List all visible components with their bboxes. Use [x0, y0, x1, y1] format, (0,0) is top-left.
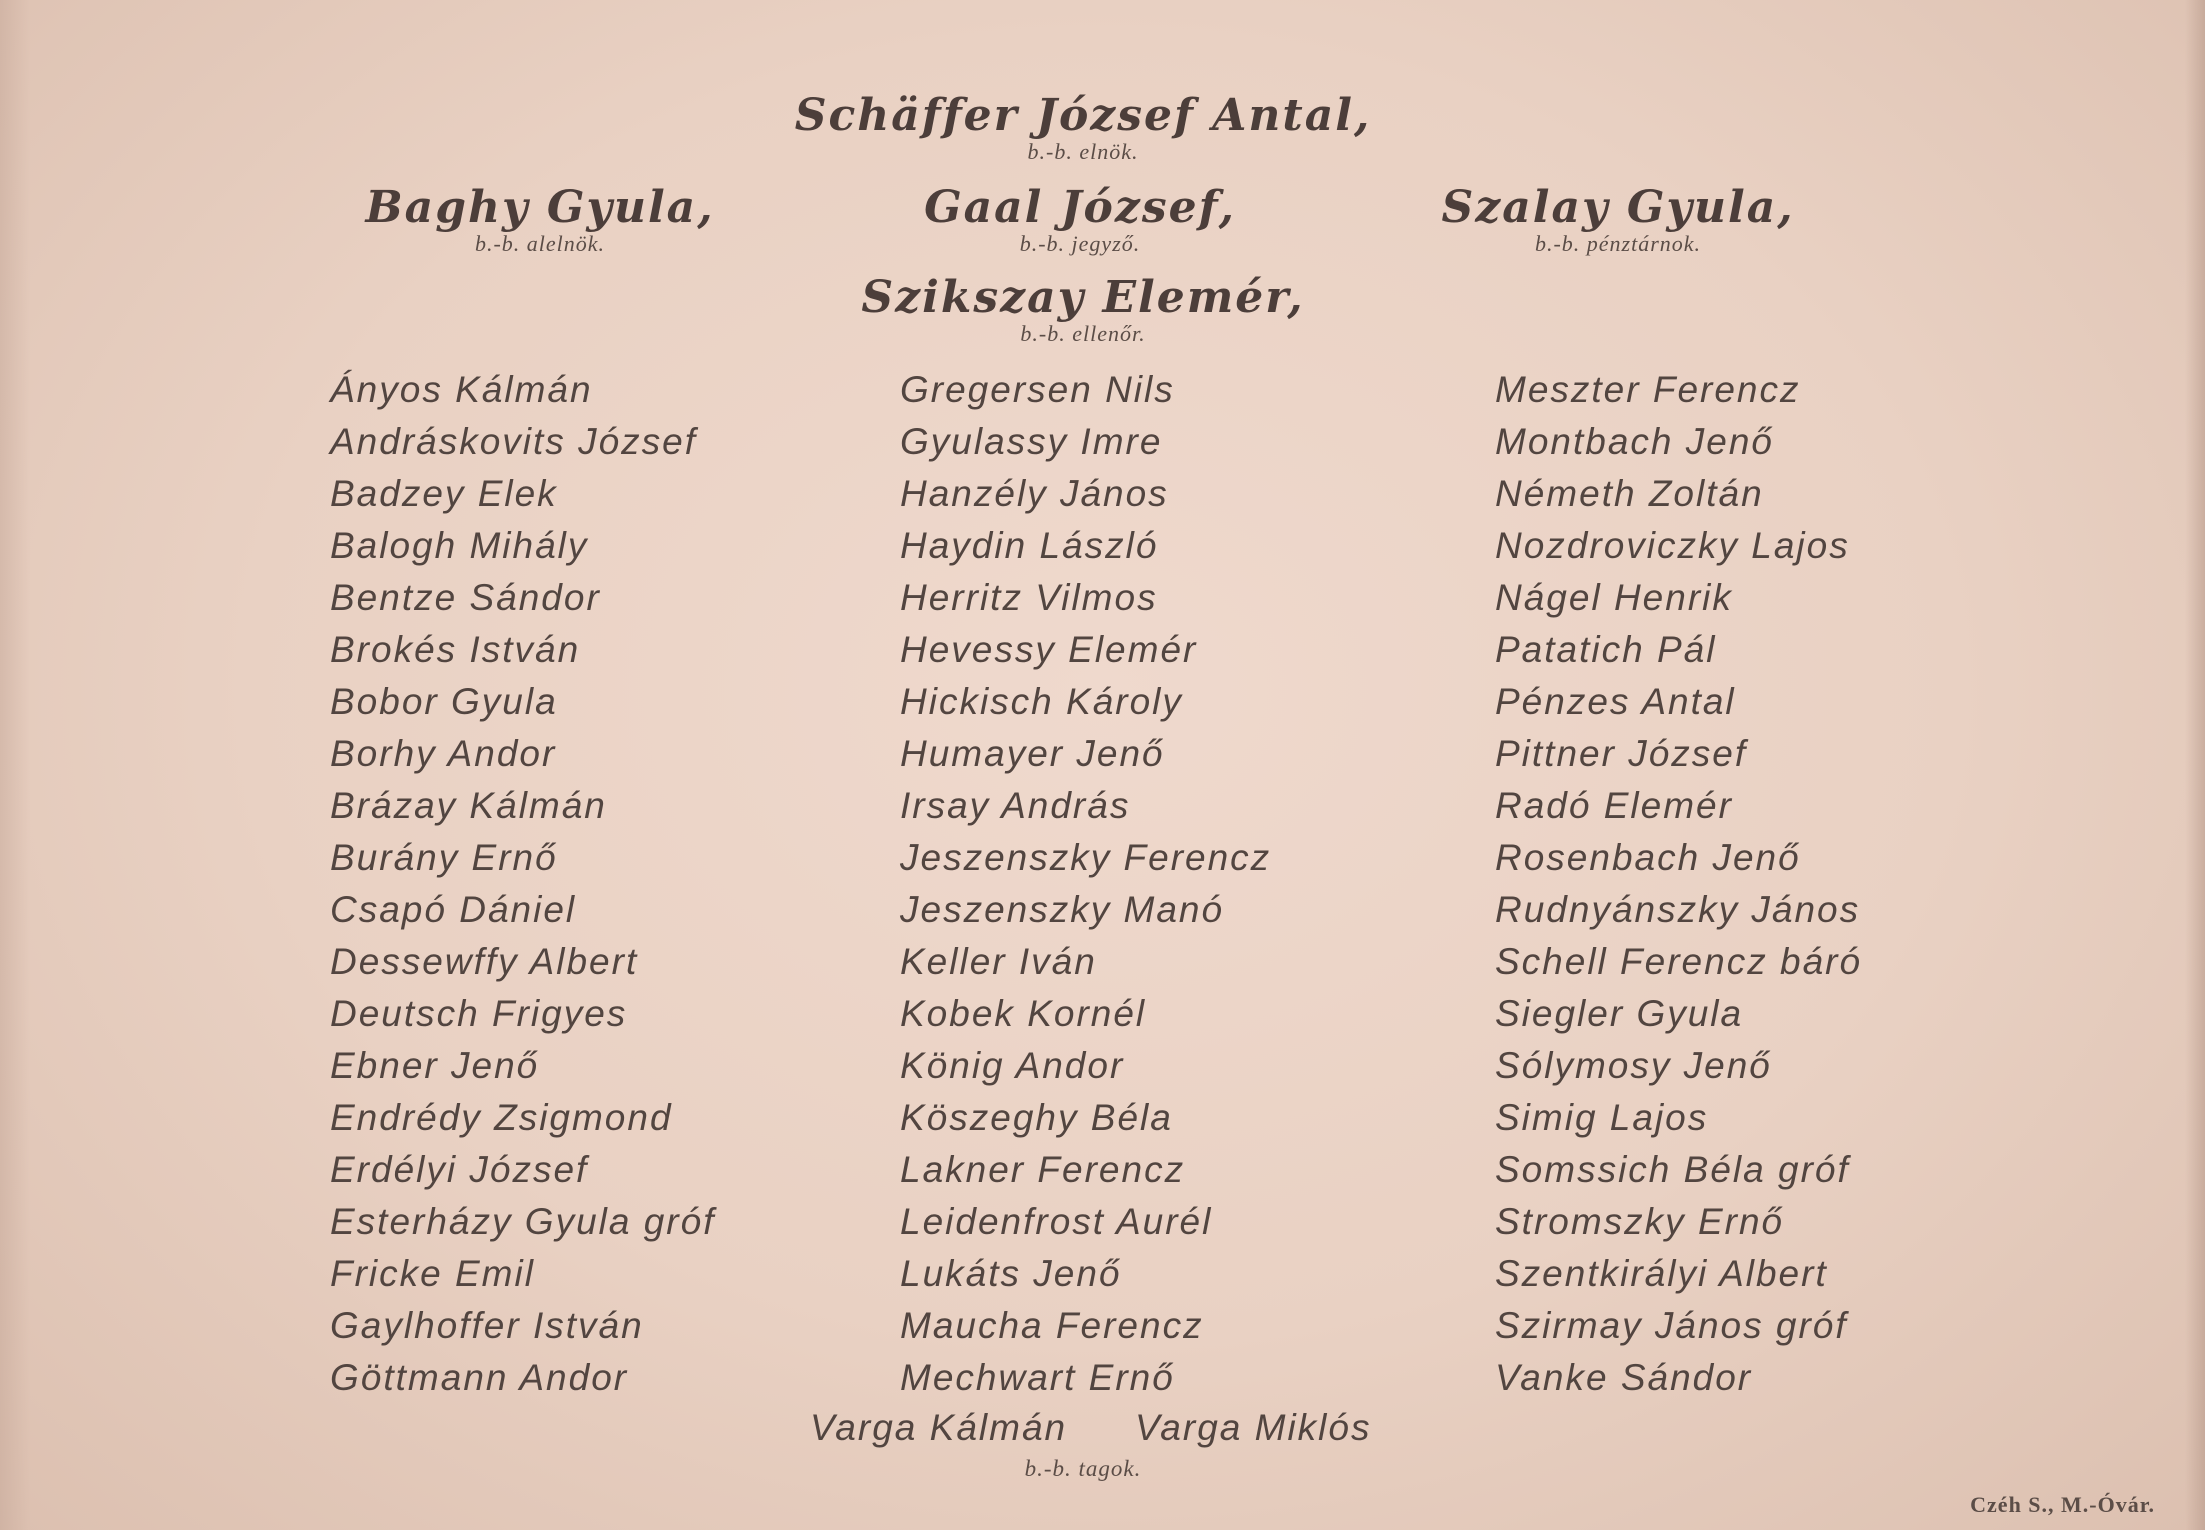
member-name: Ebner Jenő	[330, 1045, 540, 1086]
member-name: Humayer Jenő	[900, 733, 1165, 774]
member-name: Burány Ernő	[330, 837, 558, 878]
page-edge-right	[2185, 0, 2205, 1530]
member-name: Göttmann Andor	[330, 1357, 629, 1398]
member-name: Kobek Kornél	[900, 993, 1147, 1034]
member-name: Keller Iván	[900, 941, 1097, 982]
member-name: Meszter Ferencz	[1495, 369, 1801, 410]
member-name: Varga Kálmán	[810, 1407, 1068, 1448]
member-name: Radó Elemér	[1495, 785, 1733, 826]
member-name: Bobor Gyula	[330, 681, 558, 722]
member-name: Simig Lajos	[1495, 1097, 1709, 1138]
member-name: Rosenbach Jenő	[1495, 837, 1801, 878]
member-name: Haydin László	[900, 525, 1159, 566]
auditor-name: Szikszay Elemér,	[861, 272, 1305, 323]
member-name: Fricke Emil	[330, 1253, 535, 1294]
member-name: Jeszenszky Ferencz	[900, 837, 1272, 878]
member-name: Nozdroviczky Lajos	[1495, 525, 1850, 566]
member-name: Leidenfrost Aurél	[900, 1201, 1213, 1242]
auditor-block	[861, 274, 1304, 346]
secretary-name: Gaal József,	[924, 182, 1236, 233]
member-name: Köszeghy Béla	[900, 1097, 1173, 1138]
member-name: Gyulassy Imre	[900, 421, 1163, 462]
member-name: Bentze Sándor	[330, 577, 601, 618]
member-name: Esterházy Gyula gróf	[330, 1201, 716, 1242]
members-column-3	[1495, 364, 1862, 1404]
vice-president-block	[365, 184, 714, 256]
member-name: Lakner Ferencz	[900, 1149, 1186, 1190]
member-name: Patatich Pál	[1495, 629, 1717, 670]
member-name: Varga Miklós	[1135, 1407, 1372, 1448]
president-block	[795, 92, 1372, 164]
president-role: b.-b. elnök.	[1027, 139, 1139, 164]
member-name: Maucha Ferencz	[900, 1305, 1204, 1346]
member-name: Ányos Kálmán	[330, 369, 593, 410]
treasurer-name: Szalay Gyula,	[1441, 182, 1795, 233]
member-name: Pittner József	[1495, 733, 1748, 774]
member-name: Gaylhoffer István	[330, 1305, 644, 1346]
page-edge-left	[0, 0, 30, 1530]
president-name: Schäffer József Antal,	[794, 90, 1372, 141]
member-name: Hickisch Károly	[900, 681, 1183, 722]
members-column-1	[330, 364, 715, 1404]
member-name: Balogh Mihály	[330, 525, 589, 566]
member-name: Szentkirályi Albert	[1495, 1253, 1828, 1294]
member-name: Szirmay János gróf	[1495, 1305, 1848, 1346]
member-name: Herritz Vilmos	[900, 577, 1158, 618]
member-name: Brázay Kálmán	[330, 785, 607, 826]
member-name: Irsay András	[900, 785, 1131, 826]
member-name: Stromszky Ernő	[1495, 1201, 1785, 1242]
member-name: Rudnyánszky János	[1495, 889, 1861, 930]
members-role-label: b.-b. tagok.	[1024, 1456, 1142, 1481]
auditor-role: b.-b. ellenőr.	[1020, 321, 1146, 346]
member-name: Gregersen Nils	[900, 369, 1175, 410]
vice-president-name: Baghy Gyula,	[365, 182, 715, 233]
member-name: Sólymosy Jenő	[1495, 1045, 1772, 1086]
member-name: Somssich Béla gróf	[1495, 1149, 1850, 1190]
member-name: Schell Ferencz báró	[1495, 941, 1863, 982]
member-name: Deutsch Frigyes	[330, 993, 628, 1034]
member-name: Siegler Gyula	[1495, 993, 1744, 1034]
member-name: Dessewffy Albert	[330, 941, 639, 982]
member-name: Csapó Dániel	[330, 889, 577, 930]
member-name: Badzey Elek	[330, 473, 558, 514]
member-name: Vanke Sándor	[1495, 1357, 1753, 1398]
member-name: König Andor	[900, 1045, 1125, 1086]
member-name: Hevessy Elemér	[900, 629, 1198, 670]
printer-imprint: Czéh S., M.-Óvár.	[1970, 1492, 2155, 1517]
member-name: Németh Zoltán	[1495, 473, 1764, 514]
member-name: Jeszenszky Manó	[900, 889, 1225, 930]
member-name: Borhy Andor	[330, 733, 557, 774]
secretary-role: b.-b. jegyző.	[1019, 231, 1141, 256]
secretary-block	[924, 184, 1236, 256]
member-name: Andráskovits József	[330, 421, 698, 462]
treasurer-role: b.-b. pénztárnok.	[1534, 231, 1702, 256]
member-name: Pénzes Antal	[1495, 681, 1736, 722]
member-name: Brokés István	[330, 629, 581, 670]
member-name: Mechwart Ernő	[900, 1357, 1175, 1398]
treasurer-block	[1441, 184, 1794, 256]
member-name: Lukáts Jenő	[900, 1253, 1122, 1294]
member-name: Endrédy Zsigmond	[330, 1097, 673, 1138]
vice-president-role: b.-b. alelnök.	[474, 231, 606, 256]
members-column-2	[900, 364, 1271, 1404]
member-name: Hanzély János	[900, 473, 1169, 514]
member-name: Montbach Jenő	[1495, 421, 1775, 462]
member-name: Nágel Henrik	[1495, 577, 1733, 618]
member-name: Erdélyi József	[330, 1149, 589, 1190]
